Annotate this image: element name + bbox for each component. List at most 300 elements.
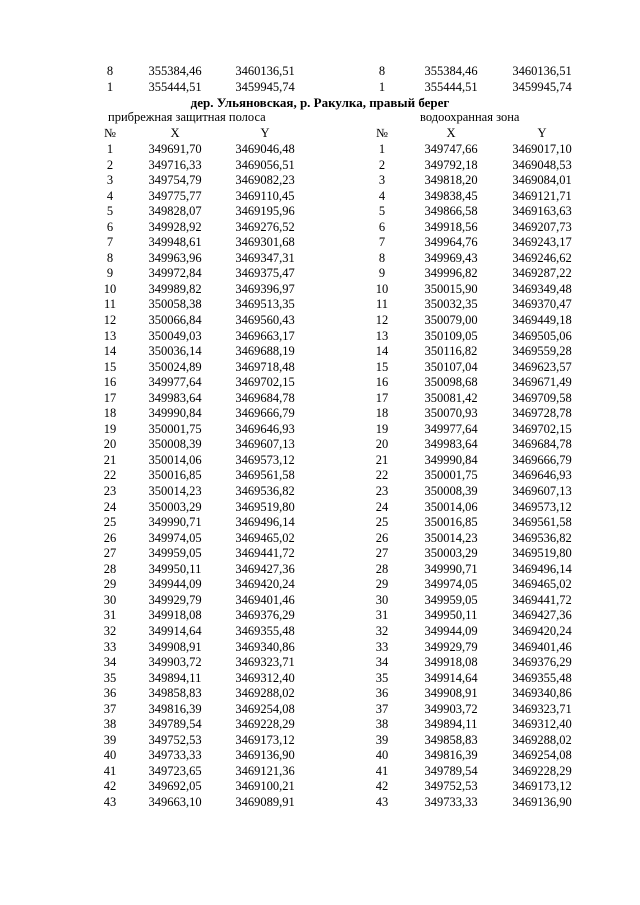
x-coordinate: 349894,11 [424,717,478,732]
table-row [320,453,620,469]
point-number: 20 [103,437,117,452]
table-row [0,329,300,345]
point-number: 10 [103,281,117,296]
table-row [0,500,300,516]
table-row [320,422,620,438]
table-row [0,577,300,593]
x-coordinate: 349983,64 [148,390,202,405]
table-row [0,64,300,80]
point-number: 22 [375,468,389,483]
x-coordinate: 349977,64 [424,421,478,436]
point-number: 20 [375,437,389,452]
table-row [320,795,620,811]
point-number: 39 [103,732,117,747]
point-number: 9 [106,266,114,281]
y-coordinate: 3469173,12 [235,732,295,747]
x-coordinate: 349816,39 [148,701,202,716]
point-number: 19 [103,421,117,436]
x-coordinate: 350003,29 [424,546,478,561]
y-coordinate: 3469561,58 [235,468,295,483]
y-coordinate: 3469663,17 [235,328,295,343]
y-coordinate: 3460136,51 [235,64,295,78]
x-coordinate: 350003,29 [148,499,202,514]
y-coordinate: 3469420,24 [235,577,295,592]
section-title: дер. Ульяновская, р. Ракулка, правый берег [190,95,450,110]
x-coordinate: 355444,51 [148,79,202,94]
x-coordinate: 349733,33 [148,748,202,763]
x-coordinate: 349950,11 [424,608,478,623]
x-coordinate: 349663,10 [148,794,202,809]
y-coordinate: 3469396,97 [235,281,295,296]
y-coordinate: 3469646,93 [512,468,572,483]
y-coordinate: 3469163,63 [512,204,572,219]
y-coordinate: 3469607,13 [235,437,295,452]
x-coordinate: 349816,39 [424,748,478,763]
y-coordinate: 3469375,47 [235,266,295,281]
point-number: 12 [103,313,117,328]
point-number: 5 [378,204,386,219]
x-coordinate: 349918,08 [148,608,202,623]
table-row [0,437,300,453]
y-coordinate: 3469728,78 [512,406,572,421]
point-number: 30 [103,592,117,607]
table-row [0,142,300,158]
x-coordinate: 350036,14 [148,344,202,359]
x-coordinate: 349974,05 [148,530,202,545]
y-coordinate: 3469684,78 [235,390,295,405]
y-coordinate: 3469195,96 [235,204,295,219]
x-coordinate: 350109,05 [424,328,478,343]
y-coordinate: 3469312,40 [235,670,295,685]
point-number: 14 [375,344,389,359]
point-number: 42 [375,779,389,794]
table-row [320,282,620,298]
y-coordinate: 3469607,13 [512,484,572,499]
y-coordinate: 3460136,51 [512,64,572,78]
y-coordinate: 3469646,93 [235,421,295,436]
y-coordinate: 3469623,57 [512,359,572,374]
x-coordinate: 349929,79 [424,639,478,654]
table-row [0,608,300,624]
x-coordinate: 349989,82 [148,281,202,296]
point-number: 27 [103,546,117,561]
x-coordinate: 349983,64 [424,437,478,452]
y-coordinate: 3469573,12 [235,452,295,467]
x-coordinate: 349969,43 [424,250,478,265]
y-coordinate: 3469207,73 [512,219,572,234]
table-row [0,515,300,531]
x-coordinate: 350008,39 [148,437,202,452]
table-row [0,795,300,811]
table-row [320,640,620,656]
y-coordinate: 3469287,22 [512,266,572,281]
table-row [320,142,620,158]
point-number: 22 [103,468,117,483]
table-row [320,313,620,329]
x-coordinate: 350014,06 [148,452,202,467]
point-number: 32 [375,623,389,638]
x-coordinate: 350116,82 [424,344,478,359]
point-number: 8 [378,64,386,78]
table-row [0,686,300,702]
y-coordinate: 3469519,80 [512,546,572,561]
table-row [320,671,620,687]
point-number: 11 [375,297,389,312]
x-coordinate: 349959,05 [424,592,478,607]
x-coordinate: 349691,70 [148,142,202,156]
table-row [0,468,300,484]
table-row [0,391,300,407]
point-number: 30 [375,592,389,607]
table-row [320,406,620,422]
x-coordinate: 349944,09 [148,577,202,592]
table-row [320,655,620,671]
y-coordinate: 3469560,43 [235,313,295,328]
x-coordinate: 349948,61 [148,235,202,250]
point-number: 35 [103,670,117,685]
y-coordinate: 3469276,52 [235,219,295,234]
x-coordinate: 349959,05 [148,546,202,561]
table-row [320,297,620,313]
table-row [0,671,300,687]
x-coordinate: 355384,46 [148,64,202,78]
y-coordinate: 3469288,02 [235,686,295,701]
point-number: 1 [106,79,114,94]
left-subtitle: прибрежная защитная полоса [108,110,266,124]
point-number: 32 [103,623,117,638]
y-coordinate: 3469449,18 [512,313,572,328]
x-coordinate: 349733,33 [424,794,478,809]
point-number: 16 [103,375,117,390]
table-row [0,702,300,718]
x-coordinate: 349775,77 [148,188,202,203]
x-coordinate: 349828,07 [148,204,202,219]
point-number: 34 [375,655,389,670]
table-row [320,360,620,376]
y-coordinate: 3469702,15 [512,421,572,436]
y-coordinate: 3469046,48 [235,142,295,156]
point-number: 6 [106,219,114,234]
x-coordinate: 349918,56 [424,219,478,234]
table-row [320,748,620,764]
point-number: 5 [106,204,114,219]
point-number: 13 [103,328,117,343]
y-coordinate: 3469323,71 [512,701,572,716]
x-coordinate: 350066,84 [148,313,202,328]
table-row [320,546,620,562]
x-coordinate: 349963,96 [148,250,202,265]
x-coordinate: 349914,64 [148,623,202,638]
y-coordinate: 3469121,71 [512,188,572,203]
y-coordinate: 3469702,15 [235,375,295,390]
point-number: 25 [375,515,389,530]
x-coordinate: 349972,84 [148,266,202,281]
header-y: Y [537,126,547,140]
table-row [320,733,620,749]
y-coordinate: 3469323,71 [235,655,295,670]
table-row [0,764,300,780]
y-coordinate: 3469347,31 [235,250,295,265]
y-coordinate: 3469427,36 [235,561,295,576]
header-x: X [446,126,456,140]
x-coordinate: 349990,84 [424,452,478,467]
point-number: 27 [375,546,389,561]
x-coordinate: 349866,58 [424,204,478,219]
point-number: 4 [106,188,114,203]
continuation-right [320,64,620,95]
y-coordinate: 3469136,90 [512,794,572,809]
point-number: 36 [103,686,117,701]
point-number: 10 [375,281,389,296]
y-coordinate: 3469136,90 [235,748,295,763]
y-coordinate: 3469536,82 [235,484,295,499]
table-row [0,546,300,562]
point-number: 13 [375,328,389,343]
point-number: 42 [103,779,117,794]
point-number: 29 [103,577,117,592]
table-row [0,733,300,749]
left-table [0,142,300,811]
continuation-left [0,64,300,95]
point-number: 9 [378,266,386,281]
table-row [320,80,620,96]
y-coordinate: 3469082,23 [235,173,295,188]
y-coordinate: 3469121,36 [235,763,295,778]
table-row [320,235,620,251]
y-coordinate: 3469496,14 [512,561,572,576]
table-row [0,344,300,360]
y-coordinate: 3469401,46 [512,639,572,654]
x-coordinate: 349996,82 [424,266,478,281]
point-number: 23 [103,484,117,499]
point-number: 25 [103,515,117,530]
header-number: № [104,126,116,140]
header-x: X [170,126,180,140]
point-number: 11 [103,297,117,312]
header-y: Y [260,126,270,140]
x-coordinate: 350081,42 [424,390,478,405]
y-coordinate: 3469312,40 [512,717,572,732]
point-number: 21 [375,452,389,467]
x-coordinate: 350079,00 [424,313,478,328]
point-number: 28 [103,561,117,576]
point-number: 1 [378,142,386,156]
table-row [320,173,620,189]
point-number: 34 [103,655,117,670]
x-coordinate: 350016,85 [148,468,202,483]
point-number: 41 [103,763,117,778]
y-coordinate: 3469084,01 [512,173,572,188]
y-coordinate: 3469666,79 [512,452,572,467]
table-row [320,158,620,174]
table-row [320,515,620,531]
x-coordinate: 350024,89 [148,359,202,374]
table-row [0,562,300,578]
table-row [320,624,620,640]
point-number: 3 [378,173,386,188]
point-number: 1 [106,142,114,156]
x-coordinate: 355444,51 [424,79,478,94]
y-coordinate: 3469441,72 [235,546,295,561]
x-coordinate: 349792,18 [424,157,478,172]
y-coordinate: 3469376,29 [512,655,572,670]
y-coordinate: 3469089,91 [235,794,295,809]
x-coordinate: 349990,71 [424,561,478,576]
table-row [320,593,620,609]
x-coordinate: 349858,83 [148,686,202,701]
point-number: 15 [103,359,117,374]
point-number: 8 [106,64,114,78]
table-row [320,468,620,484]
table-row [320,251,620,267]
y-coordinate: 3469465,02 [512,577,572,592]
point-number: 43 [103,794,117,809]
y-coordinate: 3469173,12 [512,779,572,794]
point-number: 7 [106,235,114,250]
x-coordinate: 349894,11 [148,670,202,685]
x-coordinate: 349964,76 [424,235,478,250]
point-number: 40 [375,748,389,763]
point-number: 37 [103,701,117,716]
point-number: 12 [375,313,389,328]
y-coordinate: 3469441,72 [512,592,572,607]
y-coordinate: 3469427,36 [512,608,572,623]
point-number: 16 [375,375,389,390]
left-header [0,126,300,142]
table-row [0,282,300,298]
table-row [320,484,620,500]
point-number: 31 [375,608,389,623]
x-coordinate: 350008,39 [424,484,478,499]
table-row [0,531,300,547]
y-coordinate: 3469420,24 [512,623,572,638]
y-coordinate: 3469349,48 [512,281,572,296]
point-number: 14 [103,344,117,359]
table-row [320,702,620,718]
point-number: 18 [375,406,389,421]
x-coordinate: 349928,92 [148,219,202,234]
point-number: 17 [103,390,117,405]
point-number: 33 [375,639,389,654]
table-row [0,235,300,251]
table-row [320,189,620,205]
x-coordinate: 349716,33 [148,157,202,172]
x-coordinate: 350001,75 [148,421,202,436]
x-coordinate: 349858,83 [424,732,478,747]
table-row [0,313,300,329]
point-number: 15 [375,359,389,374]
x-coordinate: 349908,91 [424,686,478,701]
point-number: 38 [103,717,117,732]
y-coordinate: 3469370,47 [512,297,572,312]
y-coordinate: 3469465,02 [235,530,295,545]
x-coordinate: 350032,35 [424,297,478,312]
y-coordinate: 3469561,58 [512,515,572,530]
x-coordinate: 349950,11 [148,561,202,576]
table-row [0,251,300,267]
x-coordinate: 349974,05 [424,577,478,592]
table-row [0,779,300,795]
y-coordinate: 3469228,29 [512,763,572,778]
table-row [320,779,620,795]
table-row [320,608,620,624]
table-row [320,531,620,547]
table-row [0,422,300,438]
table-row [0,297,300,313]
y-coordinate: 3469709,58 [512,390,572,405]
right-subtitle: водоохранная зона [420,110,520,124]
x-coordinate: 349789,54 [424,763,478,778]
table-row [320,375,620,391]
x-coordinate: 349977,64 [148,375,202,390]
point-number: 3 [106,173,114,188]
y-coordinate: 3469559,28 [512,344,572,359]
table-row [0,484,300,500]
point-number: 43 [375,794,389,809]
x-coordinate: 349838,45 [424,188,478,203]
y-coordinate: 3469246,62 [512,250,572,265]
y-coordinate: 3469048,53 [512,157,572,172]
y-coordinate: 3469671,49 [512,375,572,390]
point-number: 8 [378,250,386,265]
point-number: 1 [378,79,386,94]
point-number: 38 [375,717,389,732]
y-coordinate: 3469513,35 [235,297,295,312]
point-number: 24 [103,499,117,514]
x-coordinate: 350049,03 [148,328,202,343]
x-coordinate: 349929,79 [148,592,202,607]
x-coordinate: 349752,53 [148,732,202,747]
point-number: 6 [378,219,386,234]
x-coordinate: 349903,72 [424,701,478,716]
y-coordinate: 3459945,74 [235,79,295,94]
x-coordinate: 350070,93 [424,406,478,421]
y-coordinate: 3469401,46 [235,592,295,607]
y-coordinate: 3469288,02 [512,732,572,747]
y-coordinate: 3469100,21 [235,779,295,794]
table-row [320,64,620,80]
point-number: 36 [375,686,389,701]
x-coordinate: 349723,65 [148,763,202,778]
point-number: 29 [375,577,389,592]
table-row [0,624,300,640]
x-coordinate: 349918,08 [424,655,478,670]
point-number: 21 [103,452,117,467]
point-number: 31 [103,608,117,623]
x-coordinate: 349944,09 [424,623,478,638]
y-coordinate: 3469340,86 [512,686,572,701]
x-coordinate: 350058,38 [148,297,202,312]
table-row [0,220,300,236]
y-coordinate: 3469496,14 [235,515,295,530]
x-coordinate: 350001,75 [424,468,478,483]
point-number: 19 [375,421,389,436]
table-row [0,717,300,733]
y-coordinate: 3469228,29 [235,717,295,732]
point-number: 40 [103,748,117,763]
y-coordinate: 3469254,08 [235,701,295,716]
point-number: 24 [375,499,389,514]
point-number: 23 [375,484,389,499]
x-coordinate: 350107,04 [424,359,478,374]
y-coordinate: 3469355,48 [235,623,295,638]
table-row [320,717,620,733]
x-coordinate: 349789,54 [148,717,202,732]
x-coordinate: 349752,53 [424,779,478,794]
y-coordinate: 3469340,86 [235,639,295,654]
x-coordinate: 349990,84 [148,406,202,421]
y-coordinate: 3469666,79 [235,406,295,421]
